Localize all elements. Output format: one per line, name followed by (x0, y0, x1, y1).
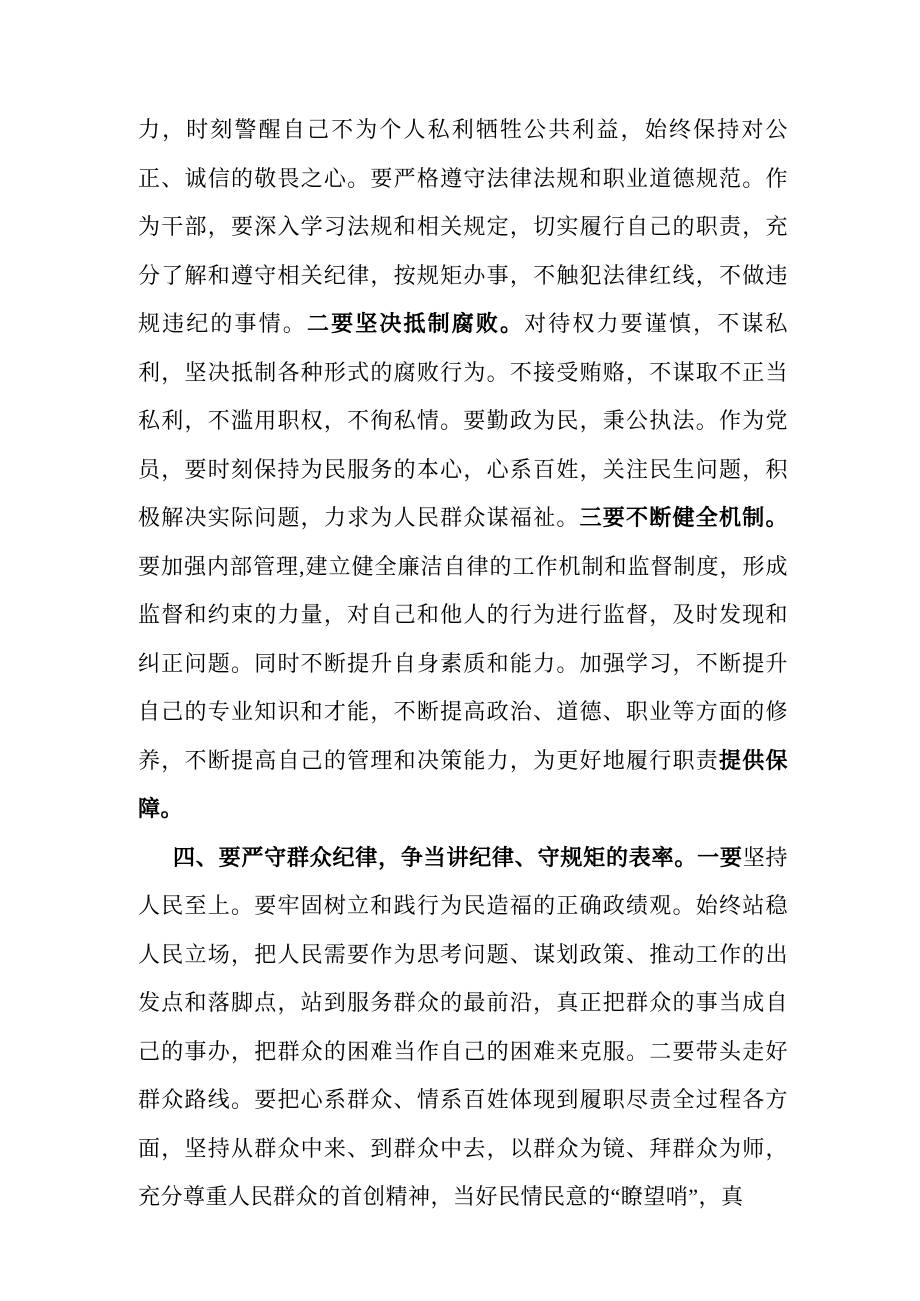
text-run: 坚持人民至上。要牢固树立和践行为民造福的正确政绩观。始终站稳人民立场，把人民需要作为思考问题、谋划政策、推动工作的出发点和落脚点，站到服务群众的最前沿，真正把群众的事当成自己的事办，把群众的困难当作自己的困难来克服。二要带头走好群众路线。要把心系群众、情系百姓体现到履职尽责全过程各方面，坚持从群众中来、到群众中去，以群众为镜、拜群众为师，充分尊重人民群众的首创精神，当好民情民意的“瞭望哨”，真 (138, 844, 788, 1209)
text-run: 对待权力要谨慎，不谋私利，坚决抵制各种形式的腐败行为。不接受贿赂，不谋取不正当私利，不滥用职权，不徇私情。要勤政为民，秉公执法。作为党员，要时刻保持为民服务的本心，心系百姓，关注民生问题，积极解决实际问题，力求为人民群众谋福祉。 (138, 311, 788, 530)
paragraph (138, 834, 788, 1222)
bold-text-run: 提供保障。 (138, 747, 788, 821)
bold-text-run: 二要坚决抵制腐败。 (306, 311, 525, 336)
document-body (138, 106, 788, 1222)
bold-text-run: 四、要严守群众纪律，争当讲纪律、守规矩的表率。一要 (173, 844, 743, 870)
text-run: 力，时刻警醒自己不为个人私利牺牲公共利益，始终保持对公正、诚信的敬畏之心。要严格遵守法律法规和职业道德规范。作为干部，要深入学习法规和相关规定，切实履行自己的职责，充分了解和遵守相关纪律，按规矩办事，不触犯法律红线，不做违规违纪的事情。 (138, 117, 788, 336)
bold-text-run: 三要不断健全机制。 (579, 505, 788, 530)
paragraph (138, 106, 788, 834)
text-run: 要加强内部管理,建立健全廉洁自律的工作机制和监督制度，形成监督和约束的力量，对自己和他人的行为进行监督，及时发现和纠正问题。同时不断提升自身素质和能力。加强学习，不断提升自己的专业知识和才能，不断提高政治、道德、职业等方面的修养，不断提高自己的管理和决策能力，为更好地履行职责 (138, 553, 788, 773)
